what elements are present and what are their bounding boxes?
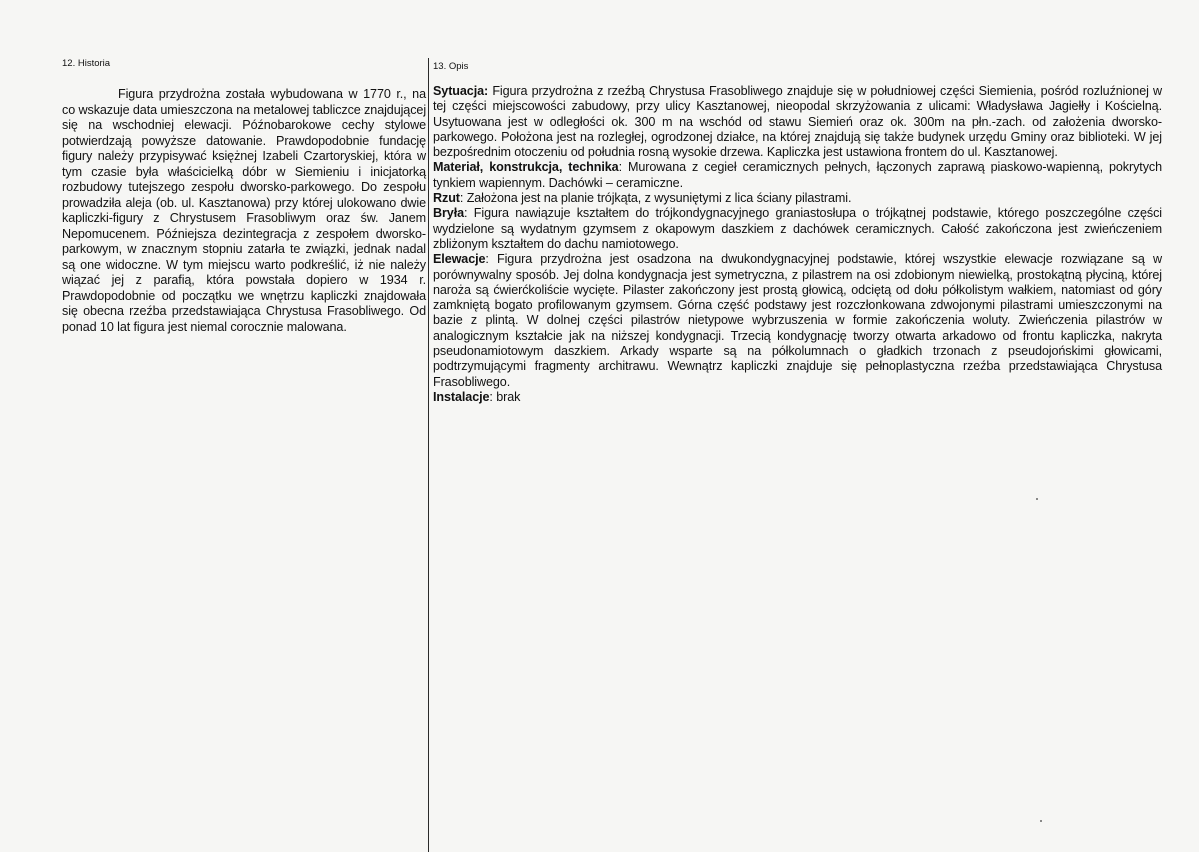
scan-speck	[1036, 498, 1038, 500]
instalacje-label: Instalacje	[433, 389, 490, 404]
rzut-text: : Założona jest na planie trójkąta, z wysuniętymi z lica ściany pilastrami.	[459, 191, 852, 206]
opis-body	[433, 84, 1162, 405]
material-label: Materiał, konstrukcja, technika	[433, 160, 619, 175]
material-text: : Murowana z cegieł ceramicznych pełnych, łączonych zaprawą piaskowo-wapienną, pokrytych tynkiem wapiennym. Dachówki – ceramiczne.	[433, 160, 1162, 190]
historia-title: 12. Historia	[62, 58, 111, 69]
historia-text: Figura przydrożna została wybudowana w 1770 r., na co wskazuje data umieszczona na metalowej tabliczce znajdującej się na wschodniej elewacji. Późnobarokowe cechy stylowe potwierdzają powyższe datowanie. Prawdopodobnie fundację figury należy przypisywać księżnej Izabeli Czartoryskiej, która w tym czasie była właścicielką dóbr w Siemieniu i inicjatorką rozbudowy tutejszego zespołu dworsko-parkowego. Do zespołu prowadziła aleja (ob. ul. Kasztanowa) przy której ulokowano dwie kapliczki-figury z Chrystusem Frasobliwym oraz św. Janem Nepomucenem. Późniejsza dezintegracja z zespołem dworsko-parkowym, w znacznym stopniu zatarła te związki, jednak nadal są one widoczne. W tym miejscu warto podkreślić, iż nie należy wiązać jej z parafią, która powstała dopiero w 1934 r. Prawdopodobnie od początku we wnętrzu kapliczki znajdowała się obecna rzeźba przedstawiająca Chrystusa Frasobliwego. Od ponad 10 lat figura jest niemal corocznie malowana.	[62, 87, 427, 334]
bryla-paragraph	[433, 206, 1162, 252]
bryla-label: Bryła	[433, 206, 465, 221]
sytuacja-label: Sytuacja:	[433, 84, 489, 98]
sytuacja-text: Figura przydrożna z rzeźbą Chrystusa Frasobliwego znajduje się w południowej części Siemienia, pośród rozluźnionej w tej części miejscowości zabudowy, przy ulicy Kasztanowej, nieopodal skrzyżowania z ulicami: Władysława Jagiełły i Kościelną. Usytuowana jest w odległości ok. 300 m na wschód od stawu Siemień oraz ok. 300m na płn.-zach. od założenia dworsko-parkowego. Położona jest na rozległej, ogrodzonej działce, na której znajdują się także budynek urzędu Gminy oraz biblioteki. W jej bezpośrednim otoczeniu od południa rosną wysokie drzewa. Kapliczka jest ustawiona frontem do ul. Kasztanowej.	[433, 84, 1162, 160]
scan-speck	[1040, 820, 1042, 822]
rzut-label: Rzut	[433, 191, 460, 206]
material-paragraph	[433, 160, 1162, 191]
bryla-text: : Figura nawiązuje kształtem do trójkondygnacyjnego graniastosłupa o trójkątnej podstawie, którego poszczególne części wydzielone są wydatnym gzymsem z okapowym daszkiem z dachówek ceramicznych. Całość zakończona jest zwieńczeniem zbliżonym kształtem do dachu namiotowego.	[433, 206, 1162, 251]
elewacje-text: : Figura przydrożna jest osadzona na dwukondygnacyjnej podstawie, której wszystkie elewacje rozwiązane są w porównywalny sposób. Jej dolna kondygnacja jest symetryczna, z pilastrem na osi zdobionym niewielką, prostokątną płyciną, której naroża są ćwierćkoliście wycięte. Pilaster zakończony jest prostą głowicą, odciętą od dołu półkolistym wałkiem, natomiast od góry zamkniętą bogato profilowanym gzymsem. Górna część podstawy jest rozczłonkowana zdwojonymi pilastrami umieszczonymi na bazie z plintą. W dolnej części pilastrów nietypowe wybrzuszenia w formie zakończenia woluty. Zwieńczenia pilastrów w analogicznym kształcie jak na niższej kondygnacji. Trzecią kondygnację tworzy otwarta arkadowo od frontu kapliczka, nakryta pseudonamiotowym daszkiem. Arkady wsparte są na półkolumnach o gładkich trzonach z pseudojońskimi głowicami, podtrzymującymi fragmenty architrawu. Wewnątrz kapliczki znajduje się pełnoplastyczna rzeźba przedstawiająca Chrystusa Frasobliwego.	[433, 252, 1162, 389]
column-divider	[428, 58, 429, 852]
opis-section	[433, 60, 1162, 405]
elewacje-label: Elewacje	[433, 252, 486, 267]
historia-section	[62, 57, 426, 335]
sytuacja-paragraph	[433, 84, 1162, 160]
rzut-paragraph	[433, 191, 1162, 206]
instalacje-paragraph	[433, 390, 1162, 405]
instalacje-text: : brak	[489, 389, 521, 404]
opis-title: 13. Opis	[433, 61, 469, 72]
elewacje-paragraph	[433, 252, 1162, 390]
